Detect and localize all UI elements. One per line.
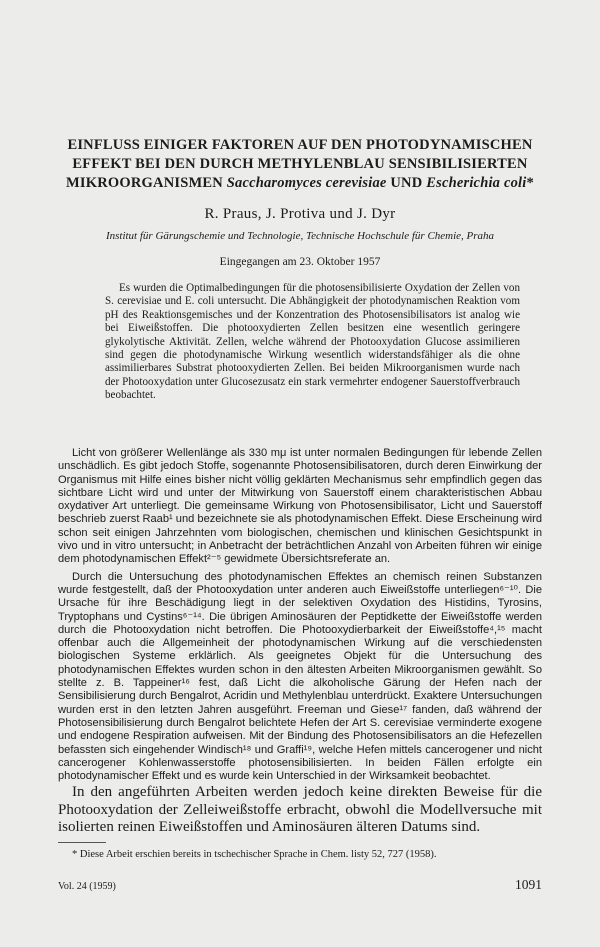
title-line-1: EINFLUSS EINIGER FAKTOREN AUF DEN PHOTODYNAMISCHEN xyxy=(67,137,533,153)
page-number: 1091 xyxy=(515,877,542,892)
article-title xyxy=(40,136,560,193)
lead-paragraph-text: In den angeführten Arbeiten werden jedoch keine direkten Beweise für die Photooxydation der Zelleiweißstoffe erbracht, obwohl die Modellversuche mit isolierten reinen Eiweißstoffen und Aminosäuren älteren Datums sind. xyxy=(58,784,542,835)
received-date: Eingegangen am 23. Oktober 1957 xyxy=(219,256,381,268)
body-text xyxy=(58,447,542,787)
species-name-yeast: Saccharomyces cerevisiae xyxy=(226,175,387,191)
species-name-ecoli: Escherichia coli xyxy=(426,175,527,191)
title-conjunction: UND xyxy=(390,175,423,191)
abstract-text: Es wurden die Optimalbedingungen für die photosensibilisierte Oxydation der Zellen von S. cerevisiae und E. coli untersucht. Die Abhängigkeit der photodynamischen Reaktion vom pH des Reaktionsgemisches und der Konzentration des Photosensibilisators ist analog wie bei Eiweißstoffen. Die photooxydierten Zellen besitzen eine wesentlich geringere glykolytische Aktivität. Zellen, welche während der Photooxydation Glucose assimilieren sind gegen die photodynamische Wirkung wesentlich widerstandsfähiger als die ohne assimilierbares Substrat photooxydierten Zellen. Bei beiden Mikroorganismen wurde nach der Photooxydation unter Glucosezusatz ein stark vermehrter endogener Sauerstoffverbrauch beobachtet. xyxy=(105,282,520,402)
abstract xyxy=(105,282,520,403)
body-paragraph-2: Durch die Untersuchung des photodynamischen Effektes an chemisch reinen Substanzen wurde festgestellt, daß der Photooxydation unter anderen auch Eiweißstoffe unterliegen⁶⁻¹⁰. Die Ursache für ihre Beschädigung liegt in der selektiven Oxydation des Histidins, Tyrosins, Tryptophans und Cystins⁶⁻¹⁴. Die übrigen Aminosäuren der Peptidkette der Eiweißstoffe werden durch die Photooxydation nicht betroffen. Die Photooxydierbarkeit der Eiweißstoffe⁴,¹⁵ macht offenbar auch die Allgemeinheit der photodynamischen Wirkung auf die verschiedensten biologischen Systeme erklärlich. Als geeignetes Objekt für die Untersuchung des photodynamischen Effektes wurden schon in den ältesten Arbeiten Mikroorganismen gewählt. So stellte z. B. Tappeiner¹⁶ fest, daß Licht die alkoholische Gärung der Hefen nach der Sensibilisierung durch Bengalrot, Acridin und Methylenblau unterdrückt. Exaktere Untersuchungen wurden erst in den letzten Jahren ausgeführt. Freeman und Giese¹⁷ fanden, daß während der Photosensibilisierung durch Bengalrot belichtete Hefen der Art S. cerevisiae verminderte exogene und endogene Respiration aufweisen. Mit der Bindung des Photosensibilisators an die Hefezellen befassten sich eingehender Windisch¹⁸ und Graffi¹⁹, welche Hefen mittels cancerogener und nicht cancerogener Kohlenwasserstoffe photosensibilisierten. In beiden Fällen erfolgte ein photodynamischer Effekt und es wurde kein Unterschied in der Wirksamkeit beobachtet. xyxy=(58,570,542,783)
body-paragraph-1: Licht von größerer Wellenlänge als 330 mμ ist unter normalen Bedingungen für lebende Zellen unschädlich. Es gibt jedoch Stoffe, sogenannte Photosensibilisatoren, durch deren Einwirkung der Organismus mit Hilfe eines bisher nicht völlig geklärten Mechanismus sehr empfindlich gegen das sichtbare Licht wird und unter der Mitwirkung von Sauerstoff einem charakteristischen Abbau oxydativer Art unterliegt. Die gemeinsame Wirkung von Photosensibilisator, Licht und Sauerstoff beschrieb zuerst Raab¹ und bezeichnete sie als photodynamischen Effekt. Diese Erscheinung wird schon seit einigen Jahrzehnten vom biologischen, chemischen und klinischen Gesichtspunkt in vivo und in vitro untersucht; in Anbetracht der beträchtlichen Anzahl von Arbeiten führen wir einige dem photodynamischen Effekt²⁻⁵ gewidmete Übersichtsreferate an. xyxy=(58,447,542,566)
title-line-3-lead: MIKROORGANISMEN xyxy=(66,175,223,191)
institute: Institut für Gärungschemie und Technologie, Technische Hochschule für Chemie, Praha xyxy=(105,230,495,242)
footnote: * Diese Arbeit erschien bereits in tschechischer Sprache in Chem. listy 52, 727 (1958). xyxy=(72,849,437,860)
title-footnote-mark: * xyxy=(526,175,534,191)
lead-paragraph xyxy=(58,784,542,837)
footnote-rule xyxy=(58,842,106,843)
title-line-2: EFFEKT BEI DEN DURCH METHYLENBLAU SENSIBILISIERTEN xyxy=(72,156,528,172)
authors: R. Praus, J. Protiva und J. Dyr xyxy=(204,206,396,222)
title-line-3 xyxy=(40,174,560,193)
volume-info: Vol. 24 (1959) xyxy=(58,881,116,892)
